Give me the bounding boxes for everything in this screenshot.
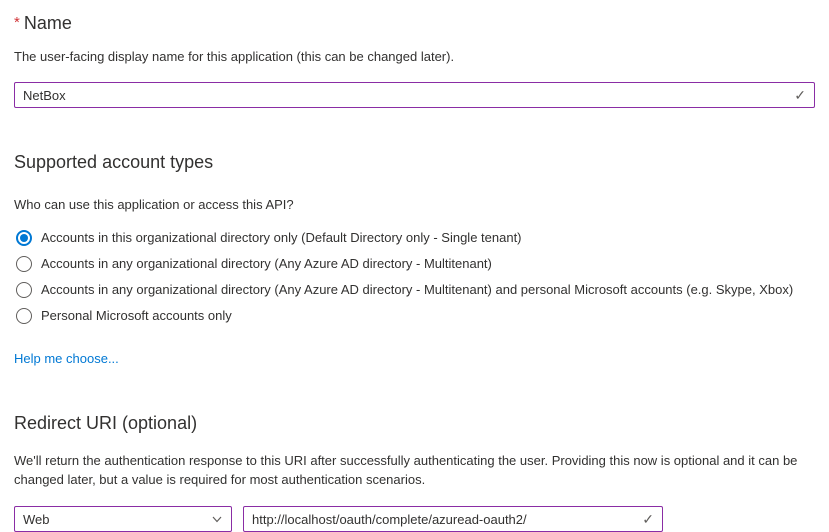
platform-select[interactable]	[14, 506, 232, 532]
radio-account-type-multitenant[interactable]	[14, 251, 815, 277]
account-types-title: Supported account types	[14, 152, 214, 172]
radio-button-icon	[16, 308, 32, 324]
name-input[interactable]	[15, 88, 814, 103]
radio-account-type-single-tenant[interactable]	[14, 225, 815, 251]
redirect-uri-input[interactable]	[244, 512, 662, 527]
name-description: The user-facing display name for this application (this can be changed later).	[14, 49, 455, 64]
radio-label: Accounts in any organizational directory (Any Azure AD directory - Multitenant)	[41, 256, 492, 271]
help-me-choose-link[interactable]: Help me choose...	[14, 351, 119, 366]
valid-checkmark-icon: ✓	[642, 511, 654, 527]
radio-button-icon	[16, 230, 32, 246]
radio-label: Accounts in this organizational directory only (Default Directory only - Single tenant)	[41, 230, 522, 245]
required-asterisk: *	[14, 14, 20, 31]
redirect-uri-row	[14, 506, 815, 532]
platform-select-value: Web	[23, 511, 50, 527]
name-title-text: Name	[23, 13, 72, 33]
radio-label: Personal Microsoft accounts only	[41, 308, 232, 323]
redirect-uri-description: We'll return the authentication response to this URI after successfully authenticating the user. Providing this now is optional and it can be changed later, but a value is required for most authentication scenarios.	[14, 453, 798, 487]
radio-button-icon	[16, 256, 32, 272]
chevron-down-icon	[211, 513, 223, 525]
valid-checkmark-icon: ✓	[794, 87, 806, 103]
name-section-title	[14, 12, 815, 34]
redirect-uri-field-container	[243, 506, 663, 532]
account-types-question: Who can use this application or access this API?	[14, 197, 294, 212]
redirect-uri-title: Redirect URI (optional)	[14, 413, 198, 433]
account-types-radio-group	[14, 225, 815, 329]
radio-label: Accounts in any organizational directory (Any Azure AD directory - Multitenant) and personal Microsoft accounts (e.g. Skype, Xbox)	[41, 282, 794, 297]
radio-button-icon	[16, 282, 32, 298]
radio-account-type-multitenant-personal[interactable]	[14, 277, 815, 303]
radio-account-type-personal-only[interactable]	[14, 303, 815, 329]
name-field-container	[14, 82, 815, 108]
